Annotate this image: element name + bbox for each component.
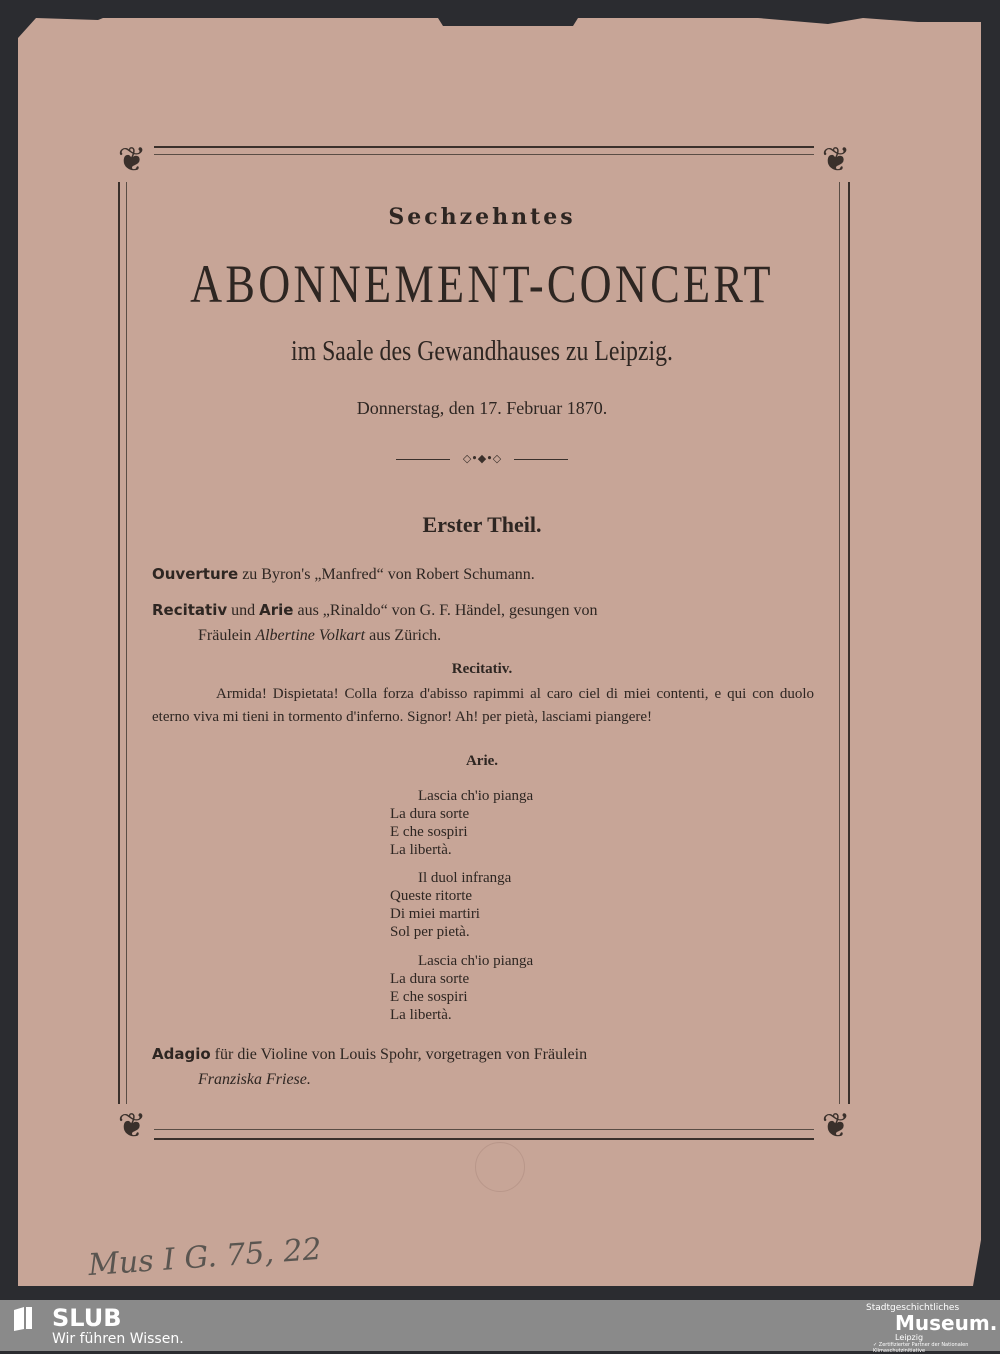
piece-title: Recitativ [152,601,228,619]
page-title: ABONNEMENT-CONCERT [190,254,774,314]
piece-title: Ouverture [152,565,239,583]
museum-city: Leipzig [895,1333,924,1342]
recitativ-text: Armida! Dispietata! Colla forza d'abisso rapimmi al caro ciel di miei contenti, e qui con duolo eterno viva mi tieni in tormento d'inferno. Signor! Ah! per pietà, lasciami piangere! [152,686,814,725]
library-stamp [475,1142,525,1192]
arie-stanza [390,952,533,1024]
performer-origin: aus Zürich. [365,627,442,644]
arie-stanza [390,787,533,859]
piece-title: Adagio [152,1045,211,1063]
piece-description: zu Byron's „Manfred“ von Robert Schumann. [238,566,535,583]
corner-ornament-icon: ❦ [110,138,154,182]
program-item-ouverture [152,562,814,587]
piece-description: aus „Rinaldo“ von G. F. Händel, gesungen von [293,602,598,619]
corner-ornament-icon: ❦ [814,1104,858,1148]
performer-name: Franziska Friese. [198,1071,311,1088]
verse-line: E che sospiri [390,989,468,1005]
verse-line: Di miei martiri [390,906,480,922]
slub-book-icon [12,1306,34,1332]
performer-name: Albertine Volkart [255,627,366,644]
venue: im Saale des Gewandhauses zu Leipzig. [290,336,673,367]
verse-line: Il duol infranga [418,870,512,886]
corner-ornament-icon: ❦ [814,138,858,182]
divider-ornament-icon: ◇•◆•◇ [450,452,514,466]
section-title: Erster Theil. [422,512,542,537]
recitativ-heading: Recitativ. [451,661,513,677]
verse-line: Lascia ch'io pianga [418,788,534,804]
performer-prefix: Fräulein [198,627,256,644]
corner-ornament-icon: ❦ [110,1104,154,1148]
verse-line: Queste ritorte [390,888,473,904]
arie-heading: Arie. [465,753,499,769]
verse-line: Sol per pietà. [390,924,470,940]
concert-date: Donnerstag, den 17. Februar 1870. [356,398,608,418]
museum-logo[interactable]: Museum. [895,1311,998,1335]
verse-line: La dura sorte [390,971,470,987]
footer-bar [0,1300,1000,1354]
connector-text: und [227,602,260,619]
program-item-recitativ-arie [152,598,814,648]
piece-description: für die Violine von Louis Spohr, vorgetragen von Fräulein [210,1046,588,1063]
verse-line: La libertà. [390,842,452,858]
slub-logo[interactable]: SLUB [52,1304,122,1332]
piece-title: Arie [259,601,294,619]
verse-line: La libertà. [390,1007,452,1023]
program-item-adagio [152,1042,814,1092]
museum-certification: ✓ Zertifizierter Partner der Nationalen Klimaschutzinitiative [873,1342,969,1354]
verse-line: E che sospiri [390,824,468,840]
verse-line: La dura sorte [390,806,470,822]
arie-stanza [390,869,511,941]
verse-line: Lascia ch'io pianga [418,953,534,969]
ordinal-heading: Sechzehntes [388,204,576,230]
slub-tagline: Wir führen Wissen. [52,1331,184,1347]
handwritten-shelfmark: Mus I G. 75, 22 [87,1231,323,1284]
museum-line1: Stadtgeschichtliches [866,1303,960,1313]
